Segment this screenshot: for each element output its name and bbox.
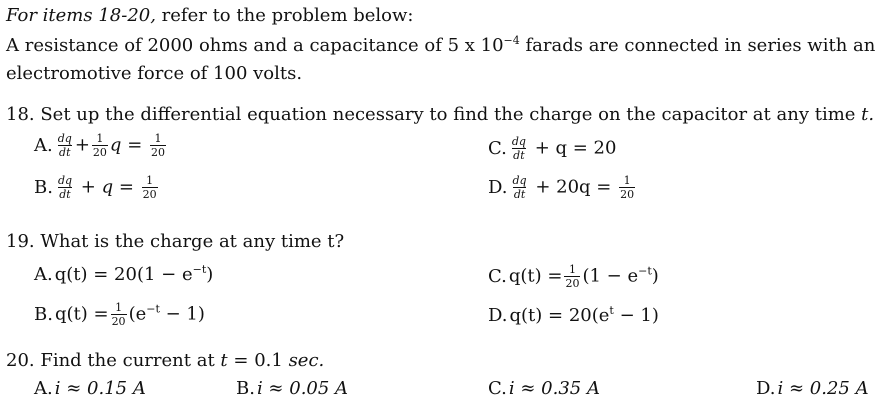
problem-text-a: A resistance of 2000 ohms and a capacitance of 5 x 10 bbox=[6, 35, 504, 56]
choice-letter: D. bbox=[488, 305, 508, 326]
choice-letter: A. bbox=[34, 264, 53, 285]
problem-exponent: −4 bbox=[503, 34, 520, 47]
choice-letter: A. bbox=[34, 134, 53, 156]
question-18-var: t. bbox=[861, 104, 875, 125]
choice-letter: B. bbox=[34, 176, 53, 198]
problem-statement-line1 bbox=[6, 34, 875, 56]
choice-letter: B. bbox=[34, 303, 53, 325]
q18-choice-b[interactable]: B. $\frac{dq}{dt}$ + q = $\frac{1}{20}$ bbox=[34, 174, 157, 201]
items-range: For items 18-20, bbox=[6, 5, 156, 26]
q19-choice-b[interactable]: B. q(t) = $\frac{1}{20}$ $(e^{-t} - 1)$ bbox=[34, 301, 205, 328]
q19-choice-a[interactable]: A. $q(t) = 20(1 - e^{-t})$ bbox=[34, 263, 214, 285]
derivative-fraction: $\frac{dq}{dt}$ bbox=[57, 174, 73, 201]
choice-letter: D. bbox=[756, 378, 776, 399]
question-20-var: t bbox=[220, 350, 228, 371]
q18-choice-a[interactable]: A. $\frac{dq}{dt}$ + $\frac{1}{20}$ q = $\frac{1}{20}$ bbox=[34, 132, 166, 159]
derivative-fraction: $\frac{dq}{dt}$ bbox=[57, 132, 72, 159]
items-instruction: refer to the problem below: bbox=[155, 5, 414, 26]
derivative-fraction: $\frac{dq}{dt}$ bbox=[512, 174, 527, 201]
choice-letter: C. bbox=[488, 137, 507, 159]
derivative-fraction: $\frac{dq}{dt}$ bbox=[511, 135, 526, 162]
question-19: 19. What is the charge at any time t? bbox=[6, 231, 345, 252]
coefficient-fraction: $\frac{1}{20}$ bbox=[565, 263, 580, 290]
question-18 bbox=[6, 104, 874, 125]
choice-letter: C. bbox=[488, 265, 507, 287]
choice-letter: A. bbox=[34, 378, 53, 399]
question-18-text: 18. Set up the differential equation necessary to find the charge on the capacitor at any time bbox=[6, 104, 856, 125]
q18-choice-c[interactable]: C. $\frac{dq}{dt}$ + q = 20 bbox=[488, 135, 617, 162]
q20-choice-a[interactable]: A. i ≈ 0.15 A bbox=[34, 378, 146, 399]
q19-choice-c[interactable]: C. q(t) = $\frac{1}{20}$ $(1 - e^{-t})$ bbox=[488, 263, 659, 290]
choice-letter: C. bbox=[488, 378, 507, 399]
choice-letter: B. bbox=[236, 378, 255, 399]
coefficient-fraction: $\frac{1}{20}$ bbox=[111, 301, 126, 328]
question-20-text: 20. Find the current at bbox=[6, 350, 215, 371]
intro-line bbox=[6, 5, 414, 26]
rhs-fraction: $\frac{1}{20}$ bbox=[151, 132, 166, 159]
question-20: 20. Find the current at t = 0.1 sec. bbox=[6, 350, 325, 371]
choice-letter: D. bbox=[488, 176, 508, 198]
rhs-fraction: $\frac{1}{20}$ bbox=[142, 174, 157, 201]
q19-choice-d[interactable]: D. $q(t) = 20(e^t - 1)$ bbox=[488, 304, 659, 326]
problem-text-b: farads are connected in series with an bbox=[519, 35, 876, 56]
rhs-fraction: $\frac{1}{20}$ bbox=[620, 174, 635, 201]
q18-choice-d[interactable]: D. $\frac{dq}{dt}$ + 20q = $\frac{1}{20}$ bbox=[488, 174, 635, 201]
q20-choice-b[interactable]: B. i ≈ 0.05 A bbox=[236, 378, 349, 399]
q20-choice-c[interactable]: C. i ≈ 0.35 A bbox=[488, 378, 600, 399]
coefficient-fraction: $\frac{1}{20}$ bbox=[92, 132, 107, 159]
q20-choice-d[interactable]: D. i ≈ 0.25 A bbox=[756, 378, 869, 399]
problem-statement-line2: electromotive force of 100 volts. bbox=[6, 63, 303, 84]
